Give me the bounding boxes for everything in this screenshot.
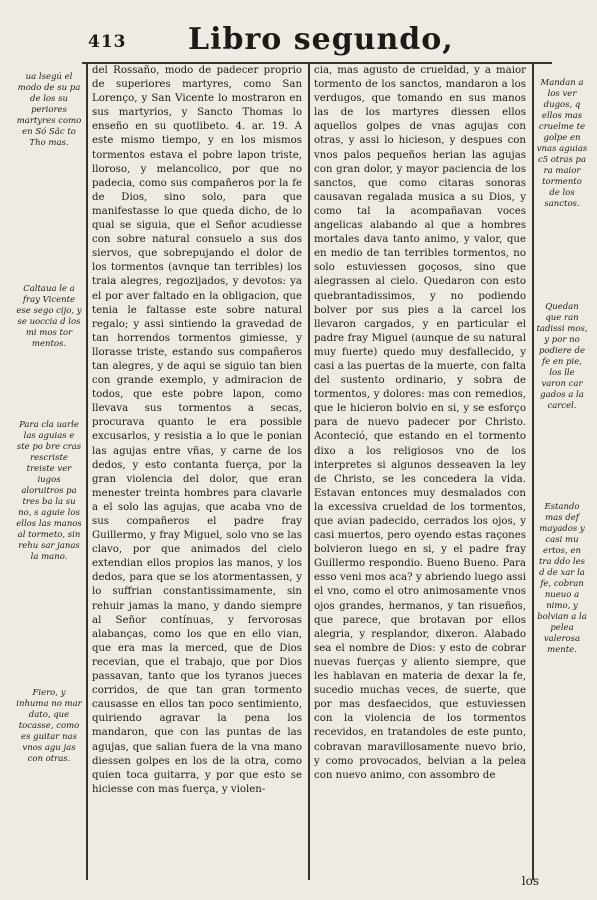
text-column-right bbox=[314, 64, 526, 783]
left-margin-rule bbox=[86, 62, 88, 880]
running-title: Libro segundo, bbox=[188, 22, 454, 57]
column-divider bbox=[308, 62, 310, 880]
right-margin-rule bbox=[532, 62, 534, 880]
margin-note: Caltaua le a fray Vicente ese sego cijo, y se uoccia d los mi mos tor mentos. bbox=[16, 284, 82, 349]
body-text: cia, mas agusto de crueldad, y a maior tormento de los sanctos, mandaron a los verdugos, que tomando en sus manos las de los martyres diessen ellos aquellos golpes de vnas agujas con otras, y assi lo hicieson, y despues con vnos palos pequeños herian las agujas con gran dolor, y mayor paciencia de los sanctos, que como citaras sonoras causavan regalada musica a su Dios, y como tal la acompañavan voces angelicas alabando al que a hombres mortales dava tanto animo, y valor, que en medio de tan terribles tormentos, no solo estuviessen goçosos, sino que alegrassen al cielo. Quedaron con esto quebrantadissimos, y no podiendo bolver por sus pies a la carcel los llevaron cargados, y en particular el padre fray Miguel (aunque de su natural muy fuerte) quedo muy desfallecido, y casi a las puertas de la muerte, con falta del sustento ordinario, y sobra de tormentos, y dolores: mas con remedios, que le hicieron bolvio en si, y se esforço para de nuevo padecer por Christo. Aconteció, que estando en el tormento dixo a los religiosos vno de los interpretes si algunos desseaven la ley de Christo, se les concedera la vida. Estavan entonces muy desmalados con la excessiva crueldad de los tormentos, que avian padecido, cerrados los ojos, y casi muertos, pero oyendo estas raçones bolvieron luego en si, y el padre fray Guillermo respondio. Bueno Bueno. Para esso veni mos aca? y abriendo luego assi el vno, como el otro animosamente vnos ojos grandes, hermanos, y tan risueños, que parece, que brotavan por ellos alegria, y resplandor, dixeron. Alabado sea el nombre de Dios: y esto de cobrar nuevas fuerças y aliento siempre, que les hablavan en materia de dexar la fe, sucedio muchas veces, de suerte, que por mas desfaecidos, que estuviessen con la violencia de los tormentos recevidos, en tratandoles de este punto, cobravan maravillosamente nuevo brio, y como provocados, belvian a la pelea con nuevo animo, con assombro de bbox=[314, 65, 526, 781]
catchword: los bbox=[521, 874, 539, 888]
page-header bbox=[88, 22, 527, 62]
text-column-left bbox=[92, 64, 302, 797]
margin-note: Mandan a los ver dugos, q ellos mas cruelme te golpe en vnas aguias c5 otras pa ra maior tormento de los sanctos. bbox=[536, 78, 588, 209]
body-text: del Rossaño, modo de padecer proprio de superiores martyres, como San Lorenço, y San Vicente lo mostraron en sus martyrios, y Sancto Thomas lo enseño en su quotlibeto. 4. ar. 19. A este mismo tiempo, y en los mismos tormentos estava el pobre lapon triste, lloroso, y melancolico, por que no padecia, como sus compañeros por la fe de Dios, sino solo, para que manifestasse lo que queda dicho, de lo qual se siguia, que el Señor acudiesse con sobre natural consuelo a sus dos siervos, que sobrepujando el dolor de los tormentos (avnque tan terribles) los traia alegres, regozijados, y devotos: ya el por aver faltado en la obligacion, que tenia le faltasse este sobre natural regalo; y assi sintiendo la gravedad de tan horrendos tormentos gimiesse, y llorasse triste, estando sus compañeros tan alegres, y de aqui se siguio tan bien con grande exemplo, y admiracion de todos, que este pobre lapon, como llevava sus tormentos a secas, procurava quanto le era possible excusarlos, y resistia a lo que le ponian las agujas entre vñas, y carne de los dedos, y esto contanta fuerça, por la gran violencia del dolor, que eran menester treinta hombres para clavarle a el solo las agujas, que acaba vno de sus compañeros el padre fray Guillermo, y fray Miguel, solo vno se las clavo, por que animados del cielo extendian ellos propios las manos, y los dedos, para que se los atormentassen, y lo suffrian constantissimamente, sin rehuir jamas la mano, y dando siempre al Señor contínuas, y fervorosas alabanças, como los que en ello vian, que era mas la merced, que de Dios recevian, que el trabajo, que por Dios passavan, tanto que los tyranos jueces corridos, de que tan gran tormento causasse en ellos tan poco sentimiento, quiriendo agravar la pena los mandaron, que con las puntas de las agujas, que salian fuera de la vna mano diessen golpes en los de la otra, como quien toca guitarra, y por que esto se hiciesse con mas fuerça, y violen- bbox=[92, 65, 302, 795]
folio-number: 413 bbox=[88, 32, 127, 52]
margin-note: Estando mas def mayados y casi mu ertos, en tra ddo les d de xar la fe, cobran nueuo a nimo, y bolvian a la pelea valerosa mente. bbox=[537, 502, 587, 655]
margin-note: Quedan que ran tadissi mos, y por no podiere de fe en pie, los lle varon car gados a la carcel. bbox=[536, 302, 588, 411]
margin-note: ua lsegú el modo de su pa de los su periores martyres como en Só Sãc to Tho mas. bbox=[16, 72, 82, 148]
margin-note: Fiero, y inhuma no mar dato, que tocasse, como es guitar nas vnos agu jas con otras. bbox=[16, 688, 82, 764]
margin-note: Para cla uarle las aguias e ste po bre cras rescriste treiste ver iugos aloruitros pa tres ba la su no, s aguie los ellos las manos al tormeto, sin rehu sar janas la mano. bbox=[16, 420, 82, 562]
